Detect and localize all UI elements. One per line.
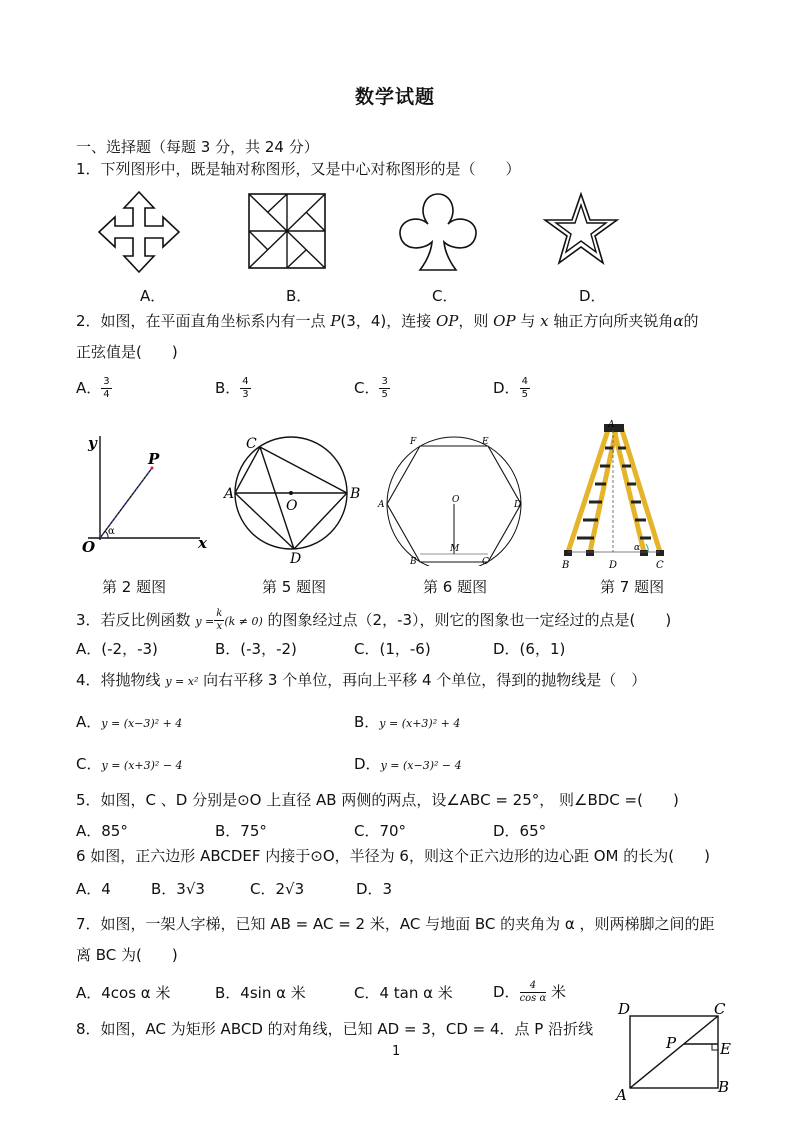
- figure-7-caption: 第 7 题图: [600, 578, 665, 596]
- club-icon: [396, 190, 480, 274]
- figure-6-caption: 第 6 题图: [423, 578, 488, 596]
- fig5-label-c: C: [246, 436, 257, 452]
- fig7-label-b: B: [562, 560, 570, 570]
- question-2-option-b[interactable]: B． $\frac{4}{3}$: [215, 376, 249, 400]
- page-title: 数学试题: [355, 86, 436, 108]
- fig8-label-c: C: [714, 1000, 726, 1018]
- question-3-option-d[interactable]: D．(6，1): [493, 640, 566, 658]
- star-icon: [542, 191, 620, 267]
- question-4-stem: 4．将抛物线 y = x² 向右平移 3 个单位，再向上平移 4 个单位，得到的抛物线是（ ）: [76, 671, 647, 689]
- fig7-label-c: C: [656, 560, 664, 570]
- fig5-label-a: A: [224, 486, 235, 502]
- fig5-label-d: D: [290, 551, 302, 566]
- question-7-stem-line2: 离 BC 为( ): [76, 946, 178, 964]
- fig7-label-a: A: [608, 420, 615, 430]
- fig2-label-x: x: [198, 534, 207, 552]
- fig6-label-b: B: [410, 557, 417, 566]
- question-7-option-c[interactable]: C．4 tan α 米: [354, 984, 453, 1002]
- fig7-label-d: D: [609, 560, 618, 570]
- fig6-label-e: E: [482, 437, 489, 447]
- question-8-stem: 8．如图，AC 为矩形 ABCD 的对角线，已知 AD = 3，CD = 4．点 P 沿折线: [76, 1020, 594, 1038]
- question-5-option-b[interactable]: B．75°: [215, 822, 267, 840]
- question-1-option-c[interactable]: C．: [432, 287, 458, 305]
- section-heading: 一、选择题（每题 3 分，共 24 分）: [76, 138, 319, 156]
- fig6-label-d: D: [514, 500, 522, 510]
- question-5-option-c[interactable]: C．70°: [354, 822, 407, 840]
- fig8-label-e: E: [720, 1040, 731, 1058]
- question-4-option-d[interactable]: D．y = (x−3)² − 4: [354, 755, 462, 773]
- pinwheel-icon: [246, 191, 328, 271]
- question-3-stem: 3．若反比例函数 y = $\frac{k}{x}$ (k ≠ 0) 的图象经过点（2，-3），则它的图象也一定经过的点是( ): [76, 608, 672, 632]
- fig6-label-m: M: [450, 544, 460, 554]
- figure-8-rectangle: [612, 996, 740, 1106]
- fig8-label-d: D: [618, 1000, 631, 1018]
- question-7-option-b[interactable]: B．4sin α 米: [215, 984, 306, 1002]
- question-6-option-d[interactable]: D．3: [356, 880, 393, 898]
- question-6-option-a[interactable]: A．4: [76, 880, 111, 898]
- question-7-option-a[interactable]: A．4cos α 米: [76, 984, 171, 1002]
- figure-2-caption: 第 2 题图: [102, 578, 167, 596]
- question-5-stem: 5．如图，C 、D 分别是⊙O 上直径 AB 两侧的两点，设∠ABC = 25°， 则∠BDC =( ): [76, 791, 679, 809]
- question-2-stem-line2: 正弦值是( ): [76, 343, 178, 361]
- question-2-option-c[interactable]: C． $\frac{3}{5}$: [354, 376, 388, 400]
- question-2-option-a[interactable]: A． $\frac{3}{4}$: [76, 376, 110, 400]
- question-1-option-d[interactable]: D．: [579, 287, 606, 305]
- fig7-label-alpha: α: [634, 543, 641, 553]
- question-4-option-b[interactable]: B．y = (x+3)² + 4: [354, 713, 461, 731]
- fig6-label-a: A: [378, 500, 385, 510]
- question-5-option-a[interactable]: A．85°: [76, 822, 128, 840]
- fig6-label-f: F: [410, 437, 417, 447]
- question-7-stem: 7．如图，一架人字梯，已知 AB = AC = 2 米，AC 与地面 BC 的夹角为 α ，则两梯脚之间的距: [76, 915, 715, 933]
- fig6-label-c: C: [482, 557, 489, 566]
- fig2-label-y: y: [88, 434, 97, 452]
- four-arrow-cross-icon: [96, 190, 182, 274]
- question-3-option-b[interactable]: B．(-3，-2): [215, 640, 297, 658]
- question-1-option-a[interactable]: A．: [140, 287, 166, 305]
- page-number: 1: [392, 1044, 401, 1059]
- question-4-option-c[interactable]: C．y = (x+3)² − 4: [76, 755, 183, 773]
- fig6-label-o: O: [452, 495, 460, 505]
- fig2-label-o: O: [82, 538, 96, 556]
- fig8-label-p: P: [666, 1034, 677, 1052]
- fig8-label-a: A: [616, 1086, 627, 1104]
- figure-5-circle: [222, 432, 370, 566]
- fig2-label-alpha: α: [108, 526, 115, 537]
- figure-2-coordinate-plane: [78, 428, 218, 558]
- question-7-option-d[interactable]: D． $\frac{4}{\text{cos α}}$ 米: [493, 980, 567, 1004]
- figure-5-caption: 第 5 题图: [262, 578, 327, 596]
- question-6-option-b[interactable]: B．3√3: [151, 880, 205, 898]
- fig5-label-o: O: [286, 498, 298, 514]
- question-3-option-c[interactable]: C．(1，-6): [354, 640, 431, 658]
- fig8-label-b: B: [718, 1078, 730, 1096]
- fig5-label-b: B: [350, 486, 361, 502]
- question-6-option-c[interactable]: C．2√3: [250, 880, 305, 898]
- figure-6-hexagon: [376, 432, 528, 566]
- question-6-stem: 6 如图，正六边形 ABCDEF 内接于⊙O，半径为 6，则这个正六边形的边心距 OM 的长为( ): [76, 847, 710, 865]
- question-3-option-a[interactable]: A．(-2，-3): [76, 640, 158, 658]
- figure-7-ladder: [560, 418, 670, 570]
- question-5-option-d[interactable]: D．65°: [493, 822, 547, 840]
- fig2-label-p: P: [148, 450, 160, 468]
- question-1-stem: 1．下列图形中，既是轴对称图形，又是中心对称图形的是（ ）: [76, 160, 521, 178]
- question-2-option-d[interactable]: D． $\frac{4}{5}$: [493, 376, 528, 400]
- question-2-stem: 2．如图，在平面直角坐标系内有一点 P(3，4)，连接 OP，则 OP 与 x 轴正方向所夹锐角α的: [76, 312, 699, 330]
- question-4-option-a[interactable]: A．y = (x−3)² + 4: [76, 713, 183, 731]
- question-1-option-b[interactable]: B．: [286, 287, 312, 305]
